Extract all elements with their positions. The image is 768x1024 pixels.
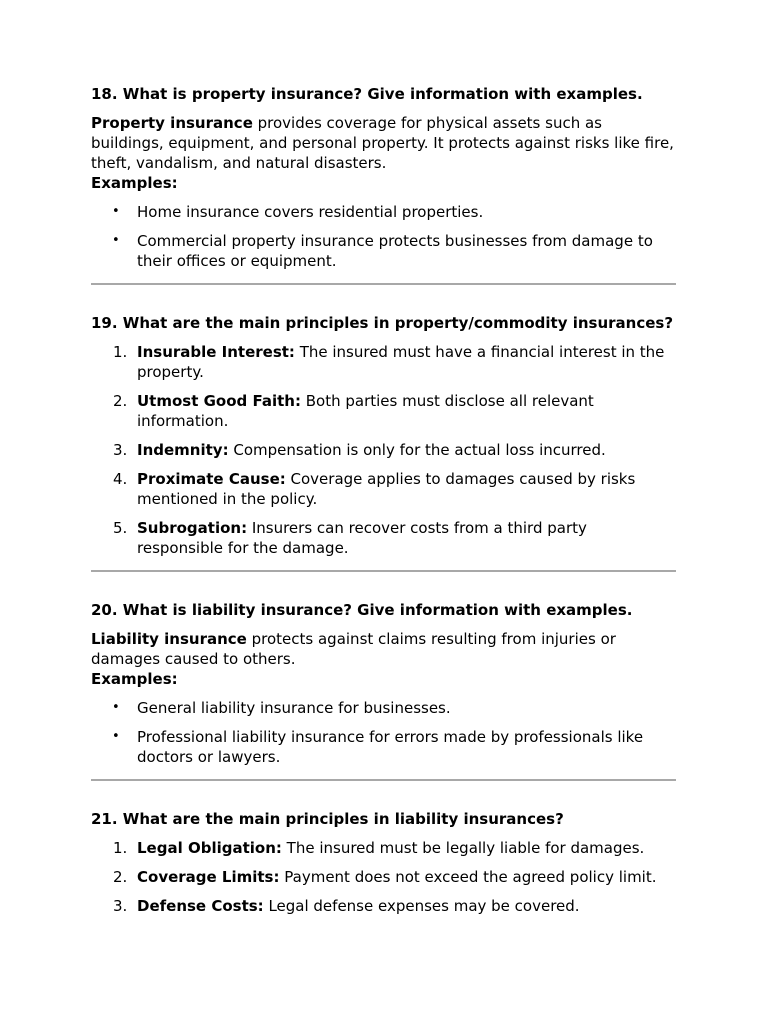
list-number: 4. [113,470,128,488]
principle-term: Legal Obligation: [137,839,282,857]
principles-list [91,342,676,558]
definition-term: Property insurance [91,114,253,132]
principle-term: Insurable Interest: [137,343,295,361]
principle-text: Legal defense expenses may be covered. [263,897,580,915]
principle-term: Defense Costs: [137,897,264,915]
principle-text: The insured must be legally liable for damages. [281,839,645,857]
definition-term: Liability insurance [91,630,247,648]
list-item [91,440,676,460]
question-heading: 18. What is property insurance? Give information with examples. [91,85,643,103]
principle-text: Insurers can recover costs from a third party responsible for the damage. [137,519,587,557]
principle-text: The insured must have a financial interest in the property. [137,343,665,381]
question-heading: 20. What is liability insurance? Give information with examples. [91,601,633,619]
list-item [91,867,676,887]
list-number: 2. [113,868,128,886]
list-item [91,391,676,431]
question-heading: 19. What are the main principles in property/commodity insurances? [91,314,674,332]
list-number: 2. [113,392,128,410]
principle-term: Utmost Good Faith: [137,392,301,410]
examples-list [91,698,676,767]
examples-list [91,202,676,271]
list-item: • Professional liability insurance for errors made by professionals like doctors or lawyers. [91,727,676,767]
list-item [91,469,676,509]
principle-term: Subrogation: [137,519,248,537]
list-number: 3. [113,897,128,915]
section-q19 [91,313,676,558]
definition-paragraph [91,113,676,173]
list-item: • General liability insurance for businesses. [91,698,676,718]
principle-term: Proximate Cause: [137,470,286,488]
principle-term: Indemnity: [137,441,229,459]
document-page [91,84,676,925]
section-divider [91,779,676,781]
principle-text: Compensation is only for the actual loss incurred. [228,441,606,459]
principle-term: Coverage Limits: [137,868,280,886]
list-item [91,896,676,916]
definition-paragraph [91,629,676,669]
section-q20 [91,600,676,767]
principle-text: Both parties must disclose all relevant information. [137,392,594,430]
list-item [91,518,676,558]
list-number: 1. [113,839,128,857]
list-item: • Home insurance covers residential properties. [91,202,676,222]
principles-list [91,838,676,916]
definition-text: provides coverage for physical assets such as buildings, equipment, and personal property. It protects against risks like fire, theft, vandalism, and natural disasters. [91,114,674,172]
list-item: • Commercial property insurance protects businesses from damage to their offices or equipment. [91,231,676,271]
list-number: 1. [113,343,128,361]
section-q21 [91,809,676,916]
list-item [91,838,676,858]
examples-label: Examples: [91,670,178,688]
principle-text: Coverage applies to damages caused by risks mentioned in the policy. [137,470,636,508]
question-heading: 21. What are the main principles in liability insurances? [91,810,564,828]
principle-text: Payment does not exceed the agreed policy limit. [279,868,657,886]
section-q18 [91,84,676,271]
list-number: 5. [113,519,128,537]
examples-label: Examples: [91,174,178,192]
definition-text: protects against claims resulting from injuries or damages caused to others. [91,630,616,668]
list-item [91,342,676,382]
section-divider [91,283,676,285]
list-number: 3. [113,441,128,459]
section-divider [91,570,676,572]
